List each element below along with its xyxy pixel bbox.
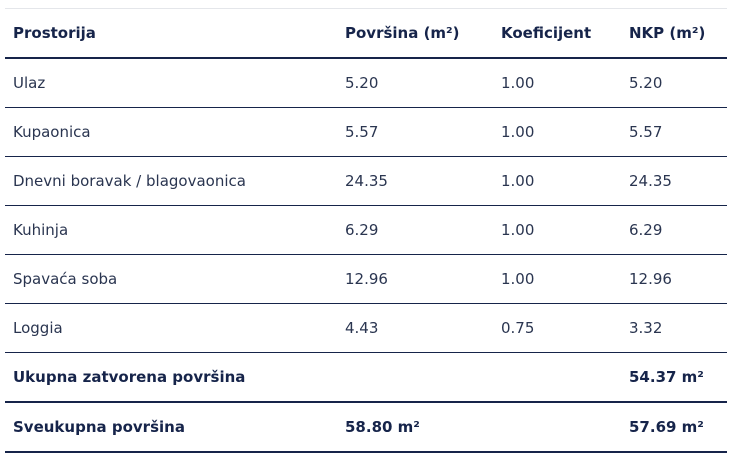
header-coefficient: Koeficijent <box>493 9 621 59</box>
room-area: 4.43 <box>337 304 493 353</box>
room-area: 24.35 <box>337 157 493 206</box>
room-name: Kuhinja <box>5 206 337 255</box>
table-header-row <box>5 9 727 59</box>
room-area: 5.57 <box>337 108 493 157</box>
room-coefficient: 1.00 <box>493 157 621 206</box>
closed-total-row <box>5 353 727 403</box>
header-area: Površina (m²) <box>337 9 493 59</box>
room-name: Kupaonica <box>5 108 337 157</box>
room-area: 6.29 <box>337 206 493 255</box>
closed-total-label: Ukupna zatvorena površina <box>5 353 337 403</box>
closed-total-nkp: 54.37 m² <box>621 353 727 403</box>
grand-total-coefficient <box>493 402 621 452</box>
room-coefficient: 1.00 <box>493 58 621 108</box>
room-name: Spavaća soba <box>5 255 337 304</box>
room-name: Ulaz <box>5 58 337 108</box>
room-nkp: 12.96 <box>621 255 727 304</box>
room-coefficient: 1.00 <box>493 206 621 255</box>
room-nkp: 24.35 <box>621 157 727 206</box>
table-row <box>5 157 727 206</box>
closed-total-coefficient <box>493 353 621 403</box>
room-nkp: 3.32 <box>621 304 727 353</box>
room-name: Dnevni boravak / blagovaonica <box>5 157 337 206</box>
header-nkp: NKP (m²) <box>621 9 727 59</box>
room-area: 12.96 <box>337 255 493 304</box>
room-nkp: 5.57 <box>621 108 727 157</box>
table-row <box>5 108 727 157</box>
table-row <box>5 58 727 108</box>
grand-total-label: Sveukupna površina <box>5 402 337 452</box>
area-table <box>5 8 727 453</box>
room-coefficient: 1.00 <box>493 255 621 304</box>
header-room: Prostorija <box>5 9 337 59</box>
table-row <box>5 255 727 304</box>
room-nkp: 6.29 <box>621 206 727 255</box>
room-coefficient: 0.75 <box>493 304 621 353</box>
room-nkp: 5.20 <box>621 58 727 108</box>
grand-total-area: 58.80 m² <box>337 402 493 452</box>
room-name: Loggia <box>5 304 337 353</box>
table-row <box>5 206 727 255</box>
table-row <box>5 304 727 353</box>
grand-total-row <box>5 402 727 452</box>
grand-total-nkp: 57.69 m² <box>621 402 727 452</box>
room-coefficient: 1.00 <box>493 108 621 157</box>
room-area: 5.20 <box>337 58 493 108</box>
area-table-container <box>5 8 727 453</box>
closed-total-area <box>337 353 493 403</box>
